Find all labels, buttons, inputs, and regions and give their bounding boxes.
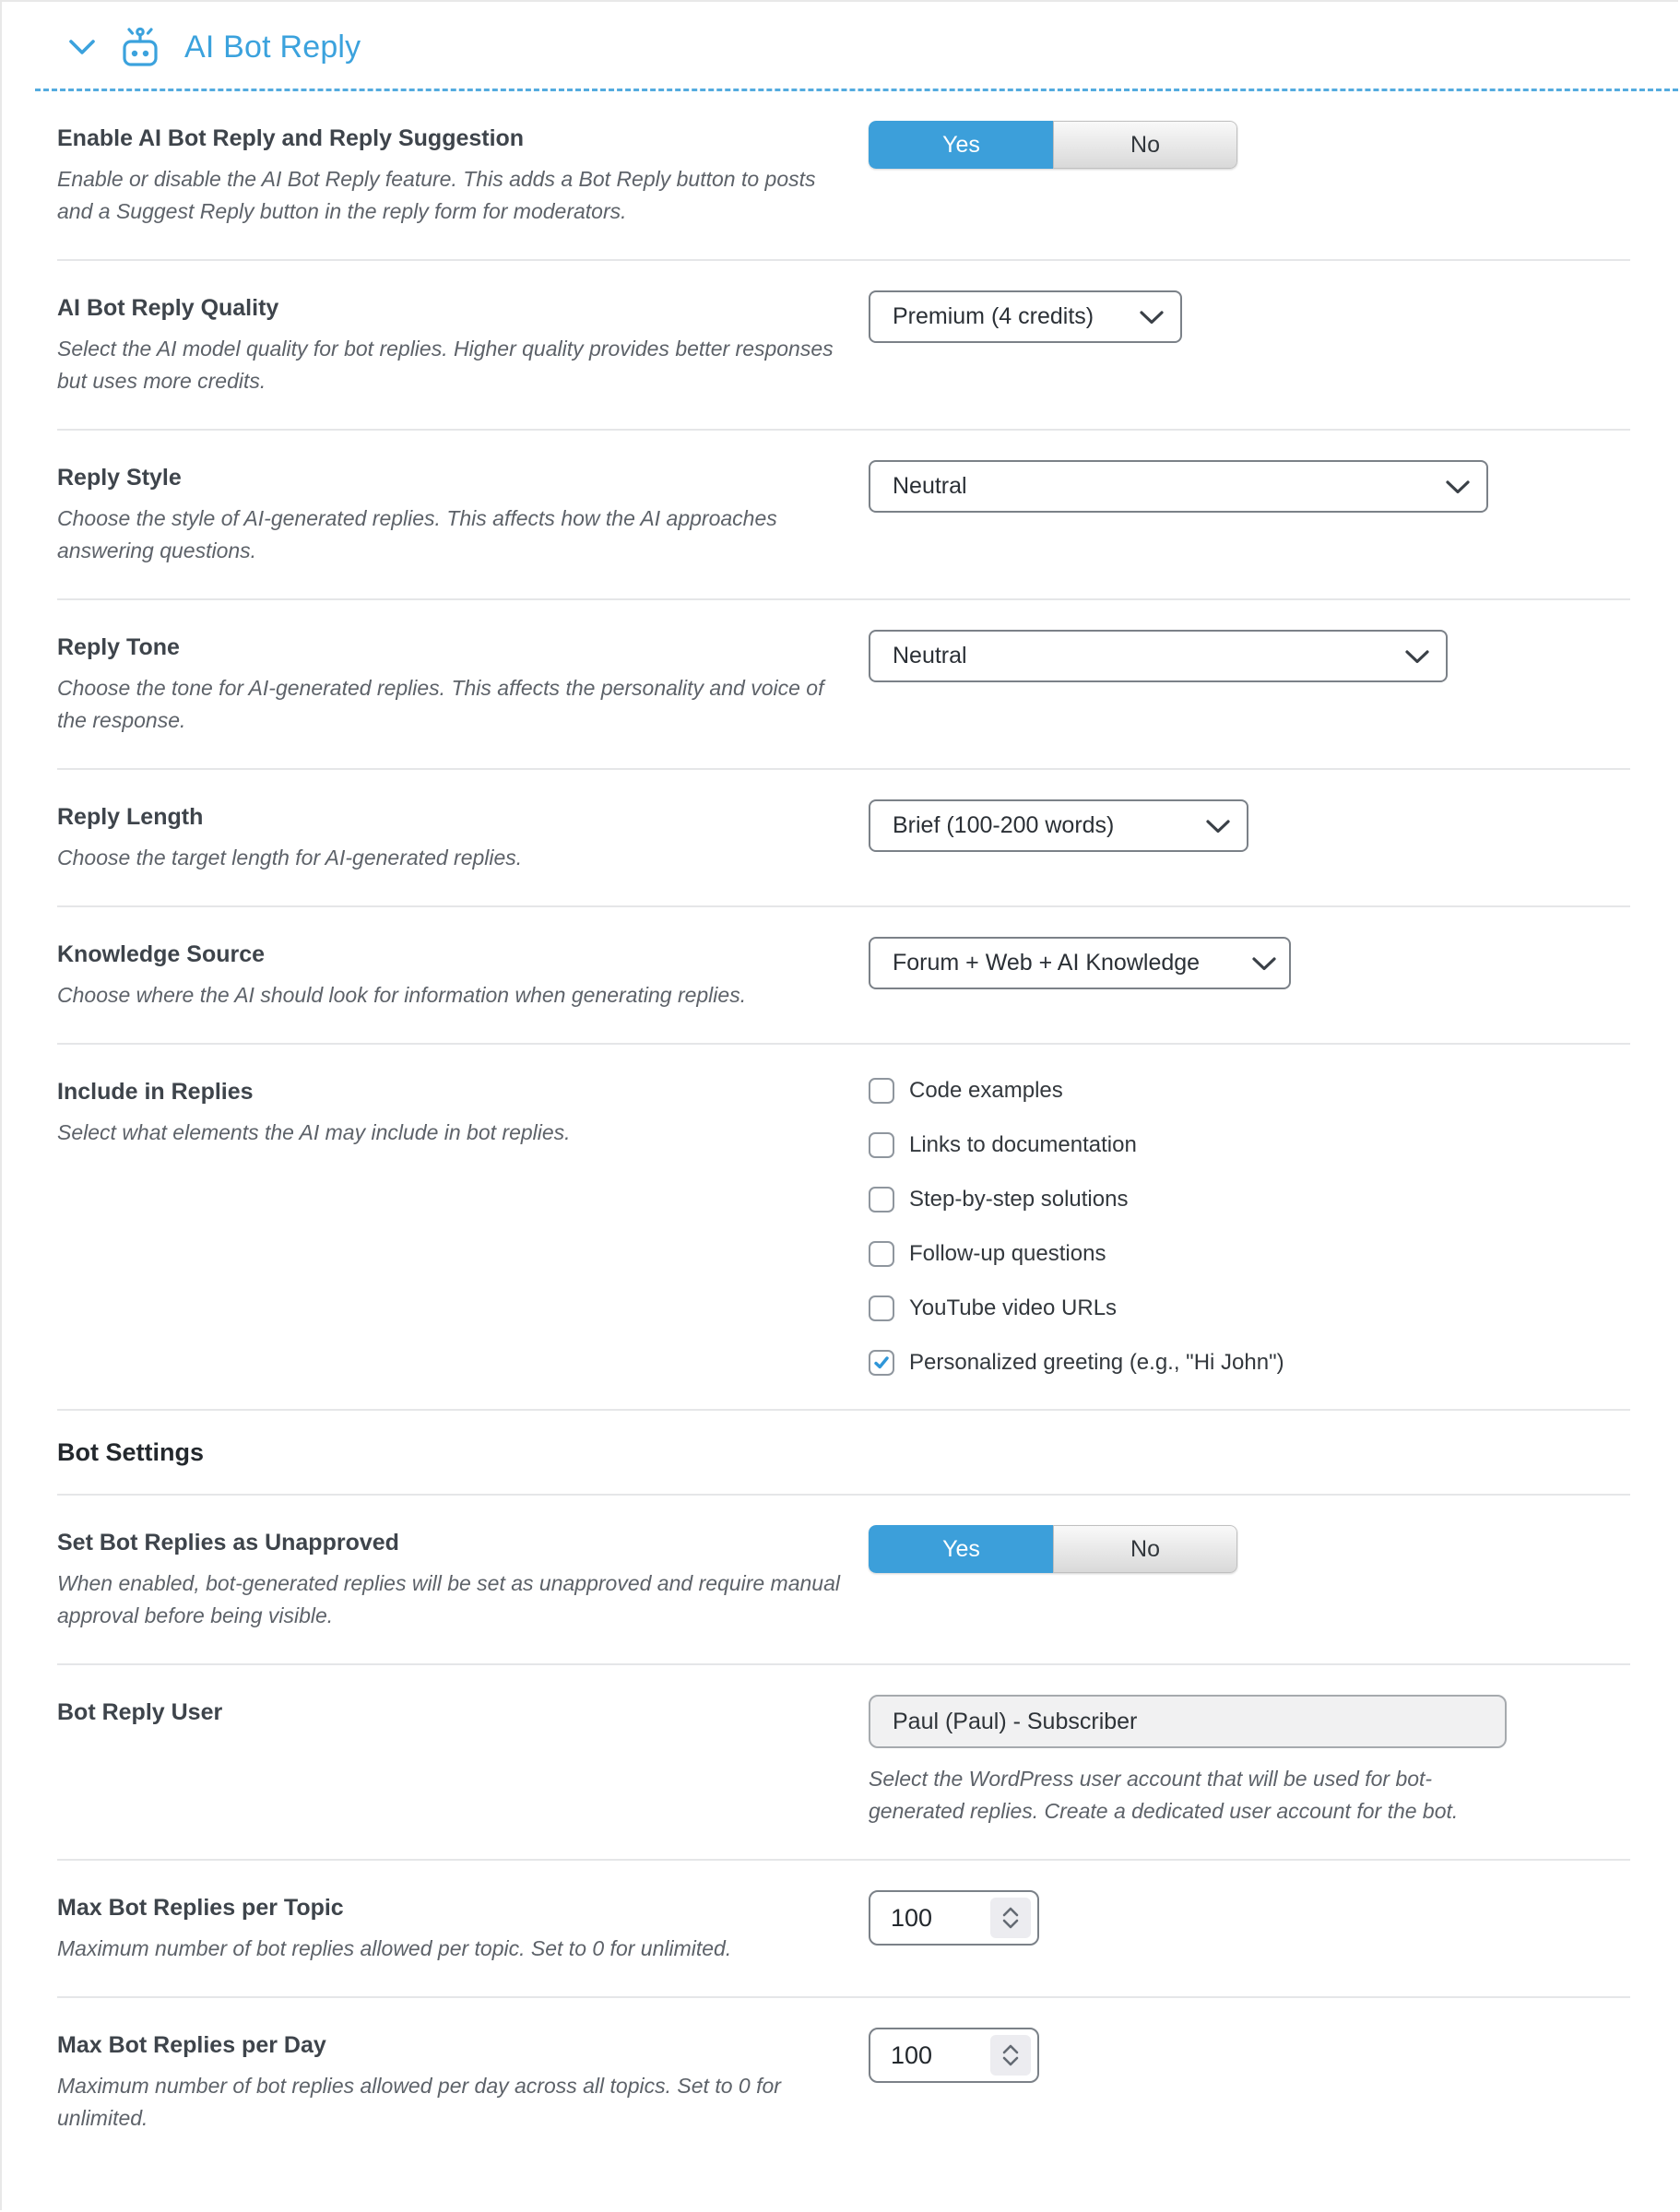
checkbox-icon <box>869 1078 894 1104</box>
reply-style-select-value: Neutral <box>893 473 967 499</box>
setting-row-style <box>57 431 1630 600</box>
checkbox-code-examples[interactable] <box>869 1076 1630 1106</box>
reply-style-select[interactable] <box>869 460 1488 513</box>
chevron-down-icon <box>1206 819 1230 834</box>
setting-title: Reply Style <box>57 465 182 491</box>
setting-row-enable <box>57 91 1630 261</box>
setting-title: Reply Length <box>57 804 204 830</box>
setting-row-max-day <box>57 1998 1630 2166</box>
chevron-down-icon <box>1140 310 1164 325</box>
number-stepper-icon[interactable] <box>990 2035 1031 2076</box>
setting-row-tone <box>57 600 1630 770</box>
setting-description: Choose the target length for AI-generated replies. <box>57 846 523 869</box>
chevron-down-icon <box>1446 479 1470 494</box>
robot-icon <box>116 24 164 70</box>
toggle-yes-button[interactable]: Yes <box>869 121 1053 169</box>
setting-title: Max Bot Replies per Topic <box>57 1895 344 1921</box>
toggle-no-button[interactable]: No <box>1053 1525 1237 1573</box>
setting-description: Enable or disable the AI Bot Reply feature. This adds a Bot Reply button to posts and a Suggest Reply button in the reply form for moderators. <box>57 167 816 223</box>
chevron-down-icon <box>1252 956 1276 971</box>
checkbox-label: YouTube video URLs <box>909 1295 1118 1320</box>
enable-toggle <box>869 121 1237 169</box>
quality-select-value: Premium (4 credits) <box>893 303 1094 329</box>
checkbox-icon <box>869 1241 894 1267</box>
setting-row-length <box>57 770 1630 907</box>
max-topic-number-field <box>869 1890 1039 1946</box>
setting-row-quality <box>57 261 1630 431</box>
checkbox-icon <box>869 1187 894 1212</box>
setting-row-unapproved <box>57 1496 1630 1665</box>
checkbox-links-docs[interactable] <box>869 1130 1630 1160</box>
checkbox-icon <box>869 1132 894 1158</box>
checkbox-follow-up[interactable] <box>869 1239 1630 1269</box>
setting-description: Maximum number of bot replies allowed per day across all topics. Set to 0 for unlimited. <box>57 2074 781 2130</box>
toggle-no-button[interactable]: No <box>1053 121 1237 169</box>
bot-settings-section-row <box>57 1411 1630 1496</box>
setting-title: Reply Tone <box>57 634 180 660</box>
number-stepper-icon[interactable] <box>990 1898 1031 1938</box>
checkbox-label: Personalized greeting (e.g., "Hi John") <box>909 1350 1284 1375</box>
bot-reply-user-value: Paul (Paul) - Subscriber <box>893 1708 1138 1734</box>
setting-row-max-topic <box>57 1861 1630 1998</box>
setting-title: AI Bot Reply Quality <box>57 295 279 321</box>
subsection-heading: Bot Settings <box>57 1438 204 1466</box>
checkbox-label: Follow-up questions <box>909 1241 1106 1266</box>
checkbox-personalized-greeting[interactable] <box>869 1348 1630 1378</box>
setting-description: Maximum number of bot replies allowed per topic. Set to 0 for unlimited. <box>57 1936 732 1960</box>
chevron-down-icon <box>1405 649 1429 664</box>
checkbox-checked-icon <box>869 1350 894 1376</box>
setting-description: Choose where the AI should look for information when generating replies. <box>57 983 747 1007</box>
setting-row-bot-user <box>57 1665 1630 1861</box>
accordion-header[interactable] <box>2 2 1678 89</box>
knowledge-source-select[interactable] <box>869 937 1291 989</box>
reply-tone-select-value: Neutral <box>893 643 967 668</box>
knowledge-source-select-value: Forum + Web + AI Knowledge <box>893 950 1201 976</box>
checkbox-icon <box>869 1295 894 1321</box>
reply-length-select-value: Brief (100-200 words) <box>893 812 1115 838</box>
setting-title: Include in Replies <box>57 1079 254 1105</box>
reply-length-select[interactable] <box>869 799 1248 852</box>
bot-reply-user-help: Select the WordPress user account that will be used for bot-generated replies. Create a dedicated user account for the bot. <box>869 1767 1459 1823</box>
setting-title: Bot Reply User <box>57 1699 223 1725</box>
reply-tone-select[interactable] <box>869 630 1448 682</box>
setting-description: Choose the tone for AI-generated replies. This affects the personality and voice of the response. <box>57 676 824 732</box>
section-title: AI Bot Reply <box>184 29 361 65</box>
quality-select[interactable] <box>869 290 1182 343</box>
setting-description: Select what elements the AI may include in bot replies. <box>57 1120 571 1144</box>
checkbox-label: Links to documentation <box>909 1132 1137 1157</box>
checkbox-youtube-urls[interactable] <box>869 1294 1630 1323</box>
bot-reply-user-select[interactable] <box>869 1695 1507 1748</box>
setting-title: Knowledge Source <box>57 941 266 967</box>
max-day-number-field <box>869 2028 1039 2083</box>
checkbox-label: Step-by-step solutions <box>909 1187 1129 1212</box>
setting-description: When enabled, bot-generated replies will be set as unapproved and require manual approval before being visible. <box>57 1571 840 1627</box>
setting-title: Max Bot Replies per Day <box>57 2032 326 2058</box>
checkbox-label: Code examples <box>909 1078 1063 1103</box>
setting-title: Set Bot Replies as Unapproved <box>57 1530 399 1555</box>
chevron-down-icon[interactable] <box>68 37 96 57</box>
setting-description: Choose the style of AI-generated replies. This affects how the AI approaches answering questions. <box>57 506 777 562</box>
setting-row-knowledge <box>57 907 1630 1045</box>
setting-title: Enable AI Bot Reply and Reply Suggestion <box>57 125 525 151</box>
toggle-yes-button[interactable]: Yes <box>869 1525 1053 1573</box>
checkbox-step-by-step[interactable] <box>869 1185 1630 1214</box>
unapproved-toggle <box>869 1525 1237 1573</box>
setting-description: Select the AI model quality for bot replies. Higher quality provides better responses but uses more credits. <box>57 337 834 393</box>
include-options-list <box>869 1074 1630 1378</box>
setting-row-include <box>57 1045 1630 1411</box>
